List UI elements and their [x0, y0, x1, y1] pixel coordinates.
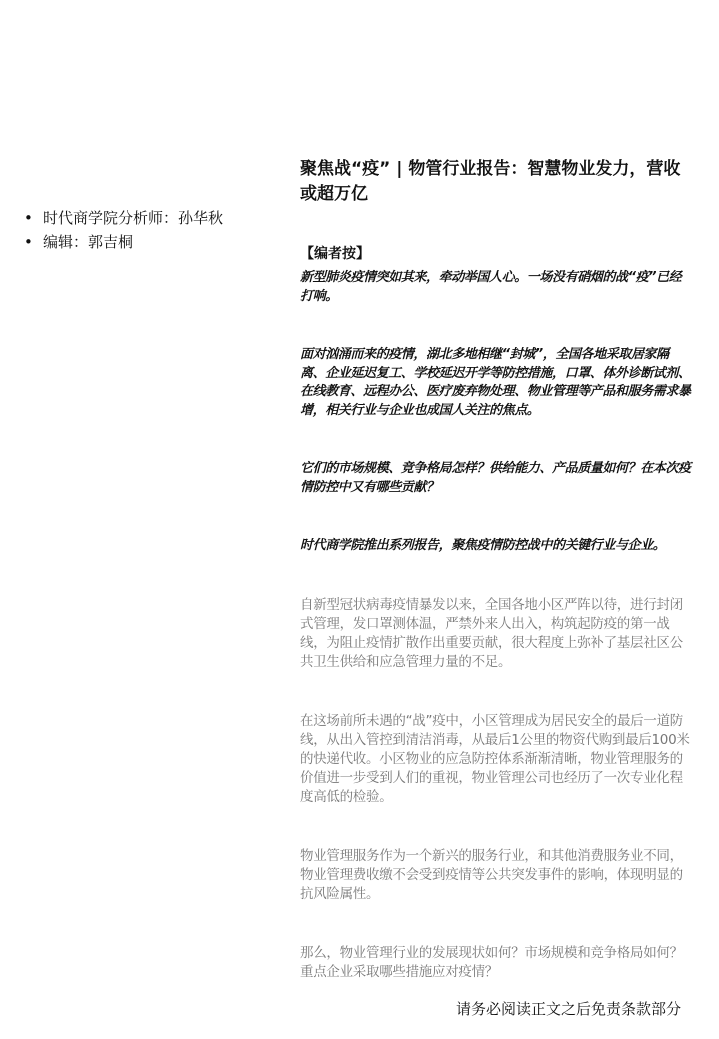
body-paragraph: 在这场前所未遇的“战”疫中，小区管理成为居民安全的最后一道防线，从出入管控到清洁消毒，从最后1公里的物资代购到最后100米的快递代收。小区物业的应急防控体系渐渐清晰，物业管理服务的价值进一步受到人们的重视，物业管理公司也经历了一次专业化程度高低的检验。	[300, 712, 690, 805]
editor-note-paragraph: 时代商学院推出系列报告，聚焦疫情防控战中的关键行业与企业。	[300, 538, 666, 553]
bullet-icon: •	[24, 209, 33, 227]
article-title: 聚焦战“疫” | 物管行业报告：智慧物业发力，营收或超万亿	[300, 159, 681, 204]
bullet-icon: •	[24, 233, 33, 251]
author-label: 时代商学院分析师：孙华秋	[43, 209, 224, 227]
editor-note-heading: 【编者按】	[300, 246, 370, 262]
author-list	[22, 206, 262, 254]
body-paragraph: 物业管理服务作为一个新兴的服务行业，和其他消费服务业不同，物业管理费收缴不会受到疫情等公共突发事件的影响，体现明显的抗风险属性。	[300, 847, 683, 902]
article-body	[300, 157, 692, 982]
body-paragraph: 自新型冠状病毒疫情暴发以来，全国各地小区严阵以待，进行封闭式管理，发口罩测体温，严禁外来人出入，构筑起防疫的第一战线，为阻止疫情扩散作出重要贡献，很大程度上弥补了基层社区公共卫生供给和应急管理力量的不足。	[300, 596, 683, 670]
author-item-analyst	[22, 206, 262, 230]
editor-label: 编辑：郭吉桐	[43, 233, 134, 251]
author-sidebar	[22, 206, 262, 254]
editor-note-paragraph: 新型肺炎疫情突如其来，牵动举国人心。一场没有硝烟的战“疫”已经打响。	[300, 270, 682, 304]
editor-note-paragraph: 面对汹涌而来的疫情，湖北多地相继“封城”，全国各地采取居家隔离、企业延迟复工、学校延迟开学等防控措施，口罩、体外诊断试剂、在线教育、远程办公、医疗废弃物处理、物业管理等产品和服务需求暴增，相关行业与企业也成国人关注的焦点。	[300, 347, 691, 418]
author-item-editor	[22, 230, 262, 254]
disclaimer-footer: 请务必阅读正文之后免责条款部分	[455, 1000, 681, 1018]
body-paragraph: 那么，物业管理行业的发展现状如何？市场规模和竞争格局如何？重点企业采取哪些措施应对疫情？	[300, 944, 683, 980]
editor-note-paragraph: 它们的市场规模、竞争格局怎样？供给能力、产品质量如何？在本次疫情防控中又有哪些贡献？	[300, 461, 691, 495]
